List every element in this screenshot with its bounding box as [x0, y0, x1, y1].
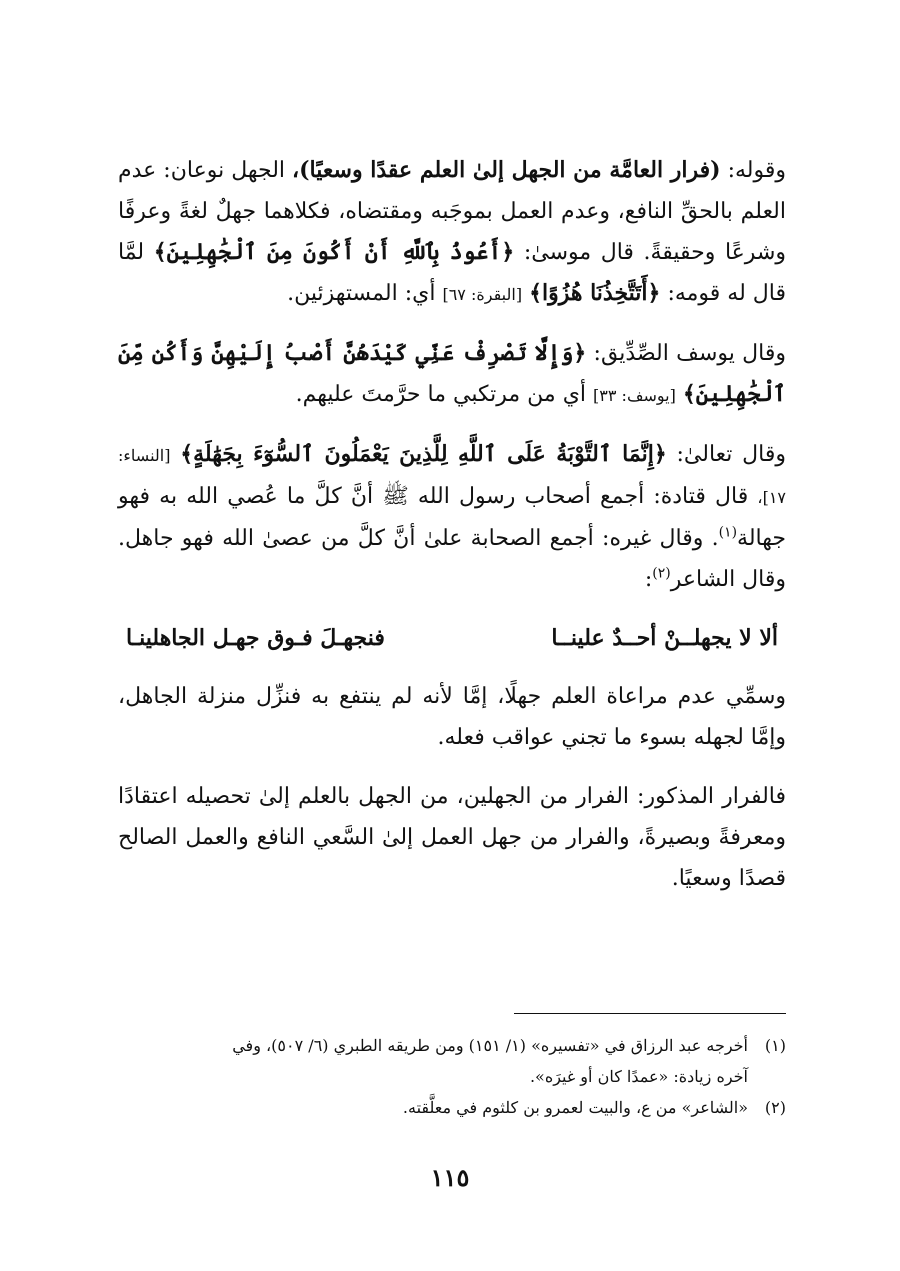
footnote-number: (١)	[764, 1036, 786, 1055]
quran-verse: ﴿أَتَتَّخِذُنَا هُزُوًا﴾	[529, 280, 661, 306]
paragraph-intro: وقال يوسف الصِّدِّيق:	[593, 341, 786, 366]
paragraph-intro: وقال تعالىٰ:	[676, 442, 786, 467]
paragraph-text: . وقال غيره: أجمع الصحابة علىٰ أنَّ كلَّ من عصىٰ الله فهو جاهل. وقال الشاعر	[118, 526, 786, 592]
footnote-text: آخره زيادة: «عمدًا كان أو غيرَه».	[529, 1067, 748, 1086]
paragraph-text: أي من مرتكبي ما حرَّمتَ عليهم.	[295, 382, 587, 407]
poetry-verse	[118, 618, 786, 658]
verse-reference: [النساء: ١٧]،	[118, 446, 786, 507]
footnotes	[118, 1030, 786, 1123]
poetry-hemistich-second: فنجهـلَ فـوق جهـل الجاهلينـا	[126, 625, 385, 651]
paragraph-yusuf	[118, 333, 786, 416]
footnote-marker[interactable]: (٢)	[652, 565, 671, 582]
footnote-number: (٢)	[764, 1098, 786, 1117]
paragraph-text: فالفرار المذكور: الفرار من الجهلين، من الجهل بالعلم إلىٰ تحصيله اعتقادًا ومعرفةً وبصيرةً، والفرار من جهل العمل إلىٰ السَّعي النافع والعمل الصالح قصدًا وسعيًا.	[118, 784, 786, 891]
paragraph-text: الجهل نوعان: عدم العلم بالحقِّ النافع، وعدم العمل بموجَبه ومقتضاه، فكلاهما جهلٌ لغةً وعرفًا وشرعًا وحقيقةً. قال موسىٰ:	[118, 158, 787, 265]
footnote-divider	[514, 1013, 786, 1014]
footnote-2	[118, 1092, 786, 1123]
paragraph-text: قال قتادة: أجمع أصحاب رسول الله ﷺ أنَّ كلَّ ما عُصي الله به فهو جهالة	[118, 484, 786, 551]
footnote-marker[interactable]: (١)	[718, 524, 738, 541]
page-number: ١١٥	[430, 1163, 470, 1192]
paragraph-text: وسمِّي عدم مراعاة العلم جهلًا، إمَّا لأنه لم ينتفع به فنزِّل منزلة الجاهل، وإمَّا لجهله بسوء ما تجني عواقب فعله.	[118, 684, 786, 750]
paragraph-ignorance-types	[118, 150, 786, 315]
quoted-heading: (فرار العامَّة من الجهل إلىٰ العلم عقدًا وسعيًا)،	[292, 157, 721, 183]
quran-verse: ﴿وَإِلَّا تَصْرِفْ عَنِّي كَيْدَهُنَّ أَصْبُ إِلَيْهِنَّ وَأَكُن مِّنَ ٱلْجَٰهِلِينَ﴾	[118, 340, 786, 407]
paragraph-text: لمَّا قال له قومه:	[118, 240, 786, 306]
page-body	[118, 150, 786, 917]
footnote-1	[118, 1030, 786, 1061]
paragraph-naming	[118, 676, 786, 758]
verse-reference: [البقرة: ٦٧]	[442, 285, 523, 304]
paragraph-tawbah	[118, 434, 786, 600]
paragraph-fleeing	[118, 776, 786, 899]
paragraph-intro: وقوله:	[727, 158, 787, 183]
footnote-1-continuation	[118, 1061, 786, 1092]
paragraph-text: أي: المستهزئين.	[287, 281, 436, 306]
poetry-hemistich-first: ألا لا يجهلــنْ أحــدٌ علينــا	[551, 625, 778, 651]
footnote-text: «الشاعر» من ع، والبيت لعمرو بن كلثوم في معلَّقته.	[402, 1098, 748, 1117]
footnote-text: أخرجه عبد الرزاق في «تفسيره» (١/ ١٥١) ومن طريقه الطبري (٦/ ٥٠٧)، وفي	[232, 1036, 748, 1055]
paragraph-text: :	[644, 567, 653, 592]
quran-verse: ﴿أَعُوذُ بِٱللَّهِ أَنْ أَكُونَ مِنَ ٱلْجَٰهِلِينَ﴾	[153, 239, 515, 265]
quran-verse: ﴿إِنَّمَا ٱلتَّوْبَةُ عَلَى ٱللَّهِ لِلَّذِينَ يَعْمَلُونَ ٱلسُّوٓءَ بِجَهَٰلَةٍ﴾	[180, 441, 667, 467]
verse-reference: [يوسف: ٣٣]	[593, 386, 676, 405]
